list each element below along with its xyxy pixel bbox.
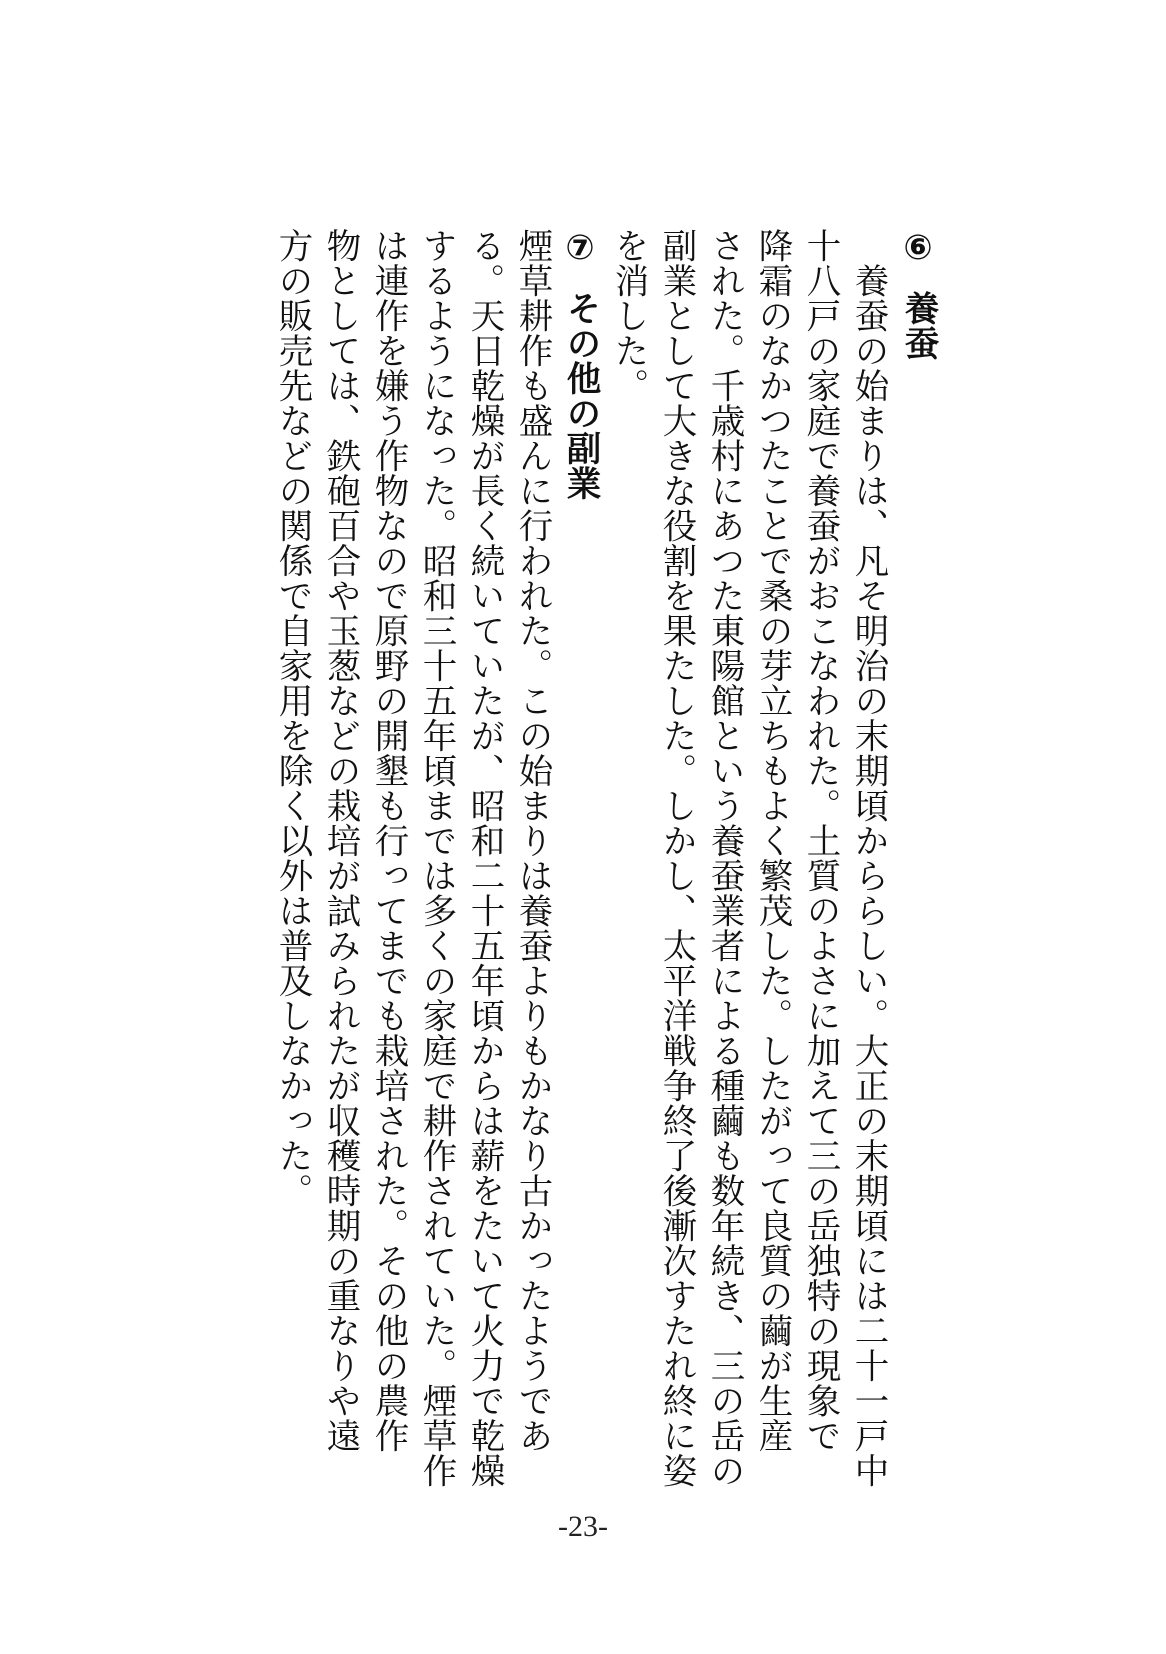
section-7-line-5: 物としては、鉄砲百合や玉葱などの栽培が試みられたが収穫時期の重なりや遠 bbox=[320, 228, 360, 1453]
section-6-line-4: された。千歳村にあつた東陽館という養蚕業者による種繭も数年続き、三の岳の bbox=[704, 228, 744, 1488]
section-6-number: ⑥ bbox=[898, 228, 938, 269]
section-7-line-4: は連作を嫌う作物なので原野の開墾も行ってまでも栽培された。その他の農作 bbox=[368, 228, 408, 1453]
section-7-title: その他の副業 bbox=[560, 290, 600, 501]
section-6-line-6: を消した。 bbox=[608, 228, 648, 403]
section-7-line-3: するようになった。昭和三十五年頃までは多くの家庭で耕作されていた。煙草作 bbox=[416, 228, 456, 1488]
section-6-line-5: 副業として大きな役割を果たした。しかし、太平洋戦争終了後漸次すたれ終に姿 bbox=[656, 228, 696, 1488]
section-7-line-6: 方の販売先などの関係で自家用を除く以外は普及しなかった。 bbox=[272, 228, 312, 1208]
section-6-line-2: 十八戸の家庭で養蚕がおこなわれた。土質のよさに加えて三の岳独特の現象で bbox=[800, 228, 840, 1453]
page-number: -23- bbox=[558, 1510, 608, 1543]
section-6-title: 養蚕 bbox=[898, 290, 938, 361]
section-6-heading bbox=[893, 228, 943, 361]
section-6-line-1: 養蚕の始まりは、凡そ明治の末期頃かららしい。大正の末期頃には二十一戸中 bbox=[848, 228, 888, 1488]
section-7-line-2: る。天日乾燥が長く続いていたが、昭和二十五年頃からは薪をたいて火力で乾燥 bbox=[464, 228, 504, 1488]
section-7-heading bbox=[555, 228, 605, 501]
section-7-number: ⑦ bbox=[560, 228, 600, 269]
section-6-line-3: 降霜のなかつたことで桑の芽立ちもよく繁茂した。したがって良質の繭が生産 bbox=[752, 228, 792, 1453]
section-7-line-1: 煙草耕作も盛んに行われた。この始まりは養蚕よりもかなり古かったようであ bbox=[512, 228, 552, 1453]
